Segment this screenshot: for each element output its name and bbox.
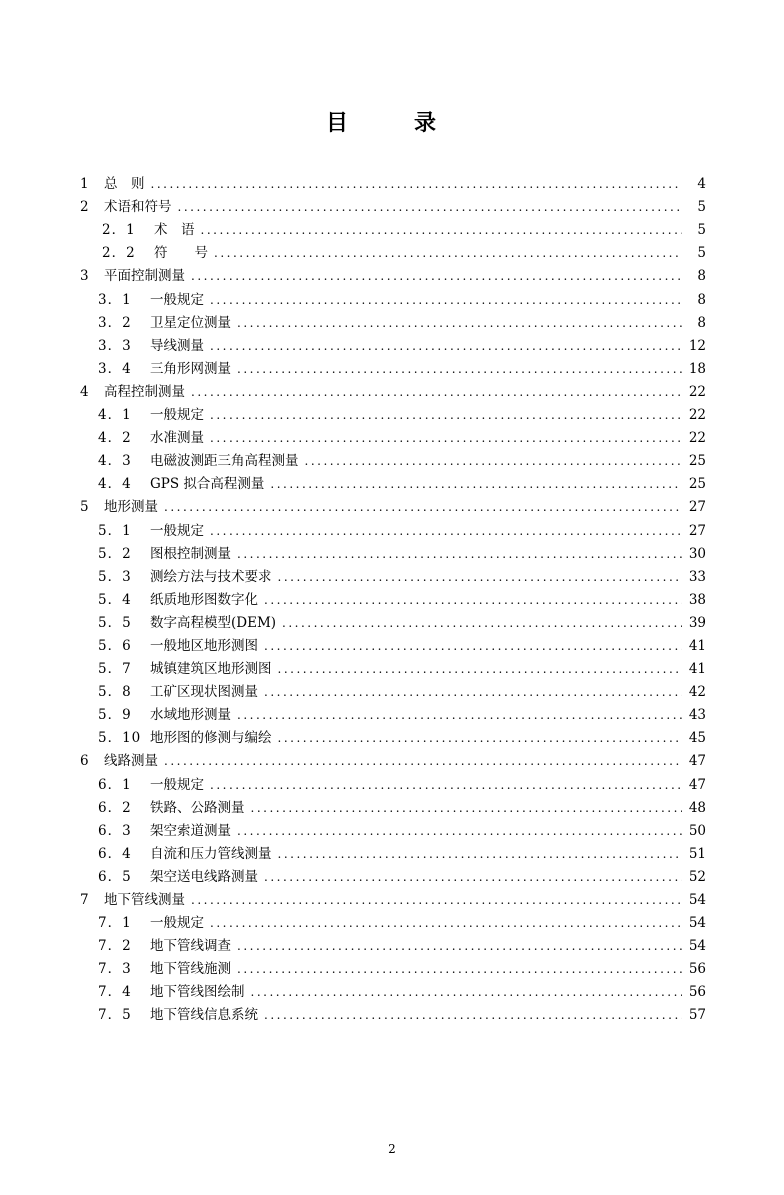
toc-leader-dots [164, 498, 682, 516]
toc-entry[interactable] [80, 332, 706, 355]
toc-entry-number: 6．1 [98, 776, 132, 793]
toc-entry-label: 纸质地形图数字化 [150, 591, 258, 608]
toc-entry-label: 符 号 [154, 245, 208, 262]
toc-entry-page: 39 [688, 614, 706, 631]
toc-entry-label: 总 则 [104, 176, 145, 193]
toc-entry[interactable] [80, 770, 706, 793]
toc-entry-number: 5．1 [98, 522, 132, 539]
toc-entry-label: 导线测量 [150, 337, 204, 354]
toc-leader-dots [251, 799, 683, 817]
toc-entry-number: 5．5 [98, 614, 132, 631]
toc-entry-page: 22 [688, 407, 706, 424]
toc-entry[interactable] [80, 909, 706, 932]
toc-entry[interactable] [80, 309, 706, 332]
toc-leader-dots [282, 614, 682, 632]
table-of-contents [80, 170, 706, 1024]
toc-entry-label: 术语和符号 [104, 199, 172, 216]
toc-leader-dots [278, 660, 683, 678]
toc-entry-number: 6 [80, 753, 89, 770]
toc-entry-page: 12 [688, 337, 706, 354]
toc-entry-page: 5 [697, 245, 706, 262]
toc-leader-dots [237, 937, 682, 955]
toc-leader-dots [210, 776, 682, 794]
toc-leader-dots [191, 383, 682, 401]
toc-entry-number: 5．3 [98, 568, 132, 585]
toc-entry-number: 3．1 [98, 291, 132, 308]
toc-leader-dots [237, 960, 682, 978]
toc-entry-page: 22 [688, 383, 706, 400]
toc-entry[interactable] [80, 262, 706, 285]
toc-entry-number: 7．1 [98, 915, 132, 932]
toc-entry-number: 7．4 [98, 984, 132, 1001]
toc-leader-dots [210, 337, 682, 355]
toc-entry-number: 4 [80, 383, 89, 400]
toc-entry-label: 平面控制测量 [104, 268, 185, 285]
toc-leader-dots [237, 545, 682, 563]
toc-entry[interactable] [80, 794, 706, 817]
toc-entry-page: 30 [688, 545, 706, 562]
toc-entry-label: 地形测量 [104, 499, 158, 516]
toc-entry-page: 33 [688, 568, 706, 585]
toc-leader-dots [191, 891, 682, 909]
toc-leader-dots [151, 175, 683, 193]
toc-leader-dots [210, 522, 682, 540]
toc-entry-label: 线路测量 [104, 753, 158, 770]
toc-entry-number: 3．3 [98, 337, 132, 354]
toc-entry[interactable] [80, 378, 706, 401]
toc-entry-label: 一般规定 [150, 291, 204, 308]
toc-leader-dots [278, 568, 683, 586]
toc-entry[interactable] [80, 516, 706, 539]
toc-entry-page: 56 [688, 984, 706, 1001]
toc-entry-page: 47 [688, 753, 706, 770]
toc-leader-dots [270, 475, 682, 493]
toc-entry-label: 架空索道测量 [150, 822, 231, 839]
toc-leader-dots [305, 452, 683, 470]
toc-entry-number: 2 [80, 199, 89, 216]
toc-entry[interactable] [80, 932, 706, 955]
toc-entry[interactable] [80, 193, 706, 216]
toc-entry[interactable] [80, 170, 706, 193]
toc-entry-label: 地下管线施测 [150, 961, 231, 978]
toc-entry-page: 18 [688, 360, 706, 377]
toc-entry-label: 三角形网测量 [150, 360, 231, 377]
toc-entry[interactable] [80, 632, 706, 655]
toc-entry[interactable] [80, 747, 706, 770]
toc-leader-dots [201, 221, 683, 239]
toc-entry-label: 地下管线调查 [150, 938, 231, 955]
toc-entry-page: 5 [697, 222, 706, 239]
toc-entry-number: 3．2 [98, 314, 132, 331]
toc-entry[interactable] [80, 285, 706, 308]
toc-entry-number: 7 [80, 892, 89, 908]
toc-entry[interactable] [80, 817, 706, 840]
toc-leader-dots [210, 291, 682, 309]
toc-entry-page: 54 [688, 892, 706, 908]
toc-entry[interactable] [80, 955, 706, 978]
toc-entry[interactable] [80, 609, 706, 632]
toc-entry-number: 1 [80, 176, 89, 193]
toc-entry-number: 4．4 [98, 476, 132, 493]
toc-entry[interactable] [80, 701, 706, 724]
toc-leader-dots [264, 591, 682, 609]
toc-entry-label: 数字高程模型(DEM) [150, 614, 277, 631]
toc-entry-label: 铁路、公路测量 [150, 799, 245, 816]
toc-entry-page: 38 [688, 591, 706, 608]
toc-entry[interactable] [80, 424, 706, 447]
toc-leader-dots [191, 267, 682, 285]
toc-entry-number: 6．5 [98, 868, 132, 885]
toc-entry-label: 一般规定 [150, 915, 204, 932]
toc-entry[interactable] [80, 493, 706, 516]
toc-entry-label: 水准测量 [150, 430, 204, 447]
toc-entry-label: 图根控制测量 [150, 545, 231, 562]
toc-entry-number: 5．6 [98, 637, 132, 654]
toc-leader-dots [264, 868, 682, 886]
toc-entry-number: 5．4 [98, 591, 132, 608]
toc-entry[interactable] [80, 840, 706, 863]
toc-entry[interactable] [80, 401, 706, 424]
toc-entry-page: 57 [688, 1007, 706, 1024]
toc-entry[interactable] [80, 1001, 706, 1024]
toc-entry-page: 25 [688, 476, 706, 493]
toc-leader-dots [237, 706, 682, 724]
toc-entry[interactable] [80, 540, 706, 563]
toc-leader-dots [278, 845, 683, 863]
toc-entry-number: 4．1 [98, 407, 132, 424]
toc-entry[interactable] [80, 470, 706, 493]
toc-entry[interactable] [80, 355, 706, 378]
toc-entry-label: 电磁波测距三角高程测量 [150, 453, 299, 470]
toc-entry-label: 自流和压力管线测量 [150, 845, 272, 862]
toc-entry-page: 50 [688, 822, 706, 839]
toc-entry[interactable] [80, 239, 706, 262]
toc-entry-number: 7．3 [98, 961, 132, 978]
toc-entry[interactable] [80, 586, 706, 609]
toc-entry-number: 7．5 [98, 1007, 132, 1024]
toc-entry[interactable] [80, 563, 706, 586]
toc-entry-page: 4 [697, 176, 706, 193]
toc-entry-number: 6．4 [98, 845, 132, 862]
toc-entry-page: 56 [688, 961, 706, 978]
toc-entry-number: 6．3 [98, 822, 132, 839]
toc-entry-number: 4．2 [98, 430, 132, 447]
toc-leader-dots [264, 1006, 682, 1024]
toc-entry-number: 2．1 [102, 222, 136, 239]
toc-entry-page: 54 [688, 938, 706, 955]
toc-entry-number: 6．2 [98, 799, 132, 816]
toc-entry-number: 3．4 [98, 360, 132, 377]
toc-entry[interactable] [80, 886, 706, 909]
toc-entry-label: GPS 拟合高程测量 [150, 476, 265, 493]
toc-entry-label: 架空送电线路测量 [150, 868, 258, 885]
toc-entry-label: 水域地形测量 [150, 707, 231, 724]
toc-entry-label: 测绘方法与技术要求 [150, 568, 272, 585]
toc-entry-label: 一般规定 [150, 776, 204, 793]
toc-leader-dots [210, 406, 682, 424]
toc-entry-label: 地下管线测量 [104, 892, 185, 908]
toc-entry-page: 27 [688, 522, 706, 539]
toc-entry-number: 3 [80, 268, 89, 285]
toc-leader-dots [210, 429, 682, 447]
toc-entry-page: 45 [688, 730, 706, 747]
toc-entry-page: 8 [697, 291, 706, 308]
toc-entry-page: 41 [688, 637, 706, 654]
toc-leader-dots [264, 683, 682, 701]
toc-entry[interactable] [80, 447, 706, 470]
toc-entry-number: 5．8 [98, 684, 132, 701]
page-title: 目 录 [325, 110, 458, 136]
toc-entry-page: 48 [688, 799, 706, 816]
toc-entry-label: 城镇建筑区地形测图 [150, 661, 272, 678]
toc-leader-dots [278, 729, 683, 747]
toc-entry-page: 5 [697, 199, 706, 216]
toc-entry-page: 51 [688, 845, 706, 862]
toc-entry[interactable] [80, 678, 706, 701]
toc-entry-page: 52 [688, 868, 706, 885]
toc-entry-page: 27 [688, 499, 706, 516]
toc-leader-dots [251, 983, 683, 1001]
toc-entry-page: 54 [688, 915, 706, 932]
toc-entry[interactable] [80, 978, 706, 1001]
toc-entry-label: 地下管线信息系统 [150, 1007, 258, 1024]
toc-entry-number: 7．2 [98, 938, 132, 955]
toc-leader-dots [178, 198, 683, 216]
toc-entry-label: 一般地区地形测图 [150, 637, 258, 654]
toc-leader-dots [264, 637, 682, 655]
toc-entry[interactable] [80, 863, 706, 886]
toc-leader-dots [164, 752, 682, 770]
toc-entry-label: 地下管线图绘制 [150, 984, 245, 1001]
toc-entry-page: 43 [688, 707, 706, 724]
toc-entry-page: 41 [688, 661, 706, 678]
toc-leader-dots [210, 914, 682, 932]
toc-entry-label: 一般规定 [150, 522, 204, 539]
toc-entry-number: 5．7 [98, 661, 132, 678]
toc-entry-number: 5．2 [98, 545, 132, 562]
toc-entry[interactable] [80, 216, 706, 239]
toc-entry-page: 25 [688, 453, 706, 470]
toc-entry-page: 47 [688, 776, 706, 793]
toc-entry-number: 5．10 [98, 730, 142, 747]
toc-entry[interactable] [80, 655, 706, 678]
toc-entry-number: 5 [80, 499, 89, 516]
toc-entry-label: 地形图的修测与编绘 [150, 730, 272, 747]
page-number: 2 [388, 1142, 396, 1156]
toc-entry-page: 22 [688, 430, 706, 447]
toc-entry[interactable] [80, 724, 706, 747]
toc-entry-label: 术 语 [154, 222, 195, 239]
toc-entry-label: 卫星定位测量 [150, 314, 231, 331]
toc-entry-number: 2．2 [102, 245, 136, 262]
toc-leader-dots [214, 244, 682, 262]
toc-entry-number: 5．9 [98, 707, 132, 724]
toc-leader-dots [237, 314, 682, 332]
toc-leader-dots [237, 360, 682, 378]
toc-entry-page: 8 [697, 314, 706, 331]
toc-entry-label: 工矿区现状图测量 [150, 684, 258, 701]
toc-entry-page: 42 [688, 684, 706, 701]
toc-entry-page: 8 [697, 268, 706, 285]
toc-entry-label: 高程控制测量 [104, 383, 185, 400]
toc-leader-dots [237, 822, 682, 840]
toc-entry-number: 4．3 [98, 453, 132, 470]
toc-entry-label: 一般规定 [150, 407, 204, 424]
